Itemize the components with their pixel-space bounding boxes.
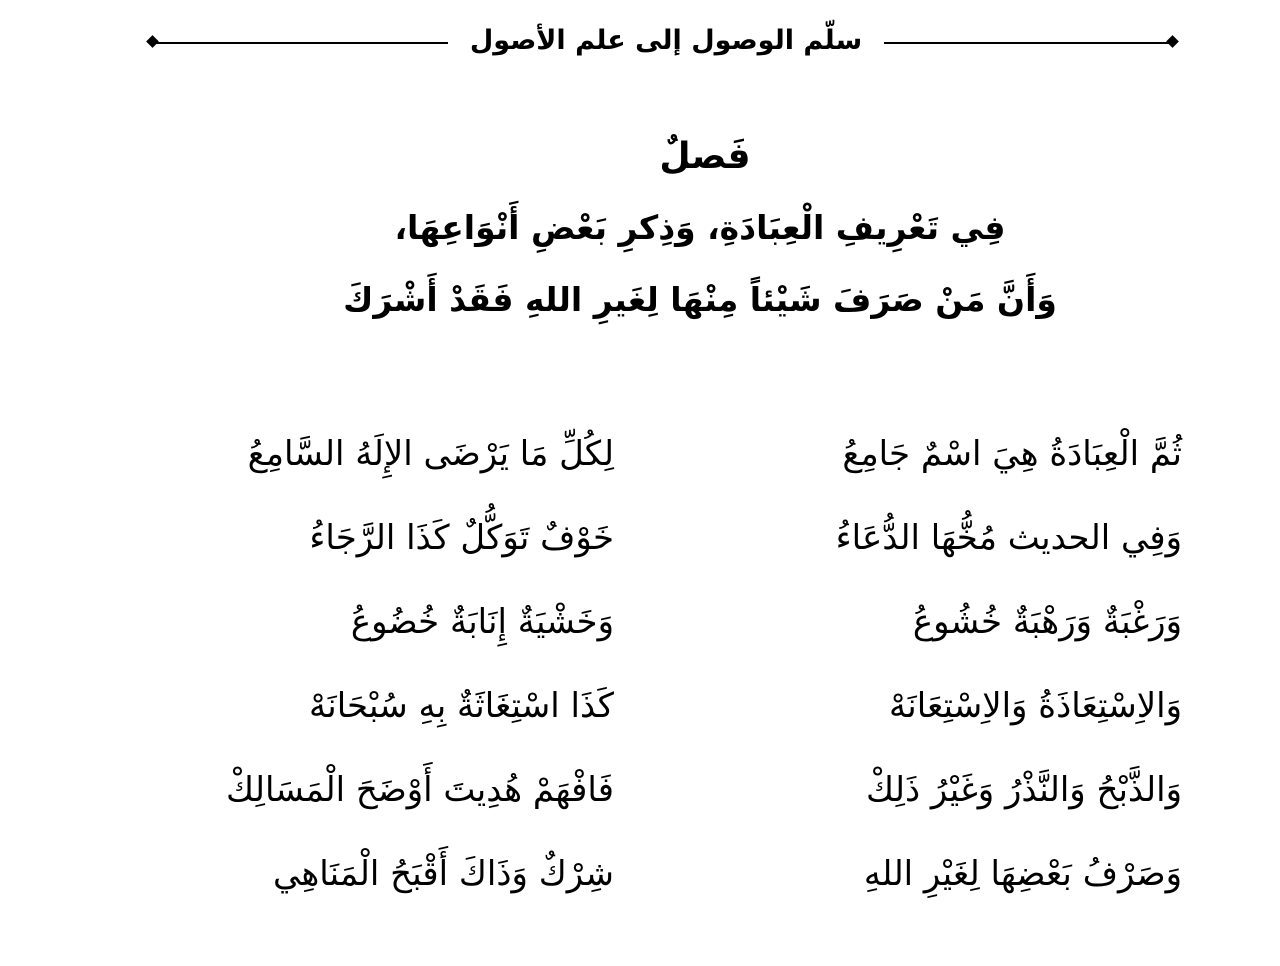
verse: [140, 832, 1190, 916]
verse-second-hemistich: وَخَشْيَةٌ إِنَابَةٌ خُضُوعُ: [350, 602, 614, 642]
header-title: سلّم الوصول إلى علم الأصول: [469, 25, 863, 56]
verse-first-hemistich: وَالاِسْتِعَاذَةُ وَالاِسْتِعَانَهْ: [889, 686, 1182, 726]
verse: [140, 664, 1190, 748]
poem: [140, 412, 1190, 916]
verse-second-hemistich: لِكُلِّ مَا يَرْضَى الإِلَهُ السَّامِعُ: [247, 434, 614, 474]
header-diamond-right-ornament: [1166, 35, 1179, 48]
header-rule-left: [154, 42, 448, 44]
verse: [140, 412, 1190, 496]
verse-second-hemistich: شِرْكٌ وَذَاكَ أَقْبَحُ الْمَنَاهِي: [273, 854, 614, 894]
page-header: [146, 18, 1186, 70]
verse: [140, 748, 1190, 832]
verse-second-hemistich: فَافْهَمْ هُدِيتَ أَوْضَحَ الْمَسَالِكْ: [225, 770, 614, 810]
verse-first-hemistich: وَرَغْبَةٌ وَرَهْبَةٌ خُشُوعُ: [912, 602, 1182, 642]
verse-second-hemistich: خَوْفٌ تَوَكُّلٌ كَذَا الرَّجَاءُ: [309, 518, 614, 558]
verse: [140, 580, 1190, 664]
verse-first-hemistich: وَفِي الحديث مُخُّهَا الدُّعَاءُ: [835, 518, 1182, 558]
verse-first-hemistich: وَصَرْفُ بَعْضِهَا لِغَيْرِ اللهِ: [863, 854, 1182, 894]
verse-first-hemistich: وَالذَّبْحُ وَالنَّذْرُ وَغَيْرُ ذَلِكْ: [865, 770, 1182, 810]
section-heading: فَصلٌ: [659, 136, 751, 177]
verse-second-hemistich: كَذَا اسْتِغَاثَةٌ بِهِ سُبْحَانَهْ: [309, 686, 614, 726]
verse-first-hemistich: ثُمَّ الْعِبَادَةُ هِيَ اسْمٌ جَامِعُ: [842, 434, 1182, 474]
section-title-block: [200, 122, 1200, 336]
header-rule-right: [884, 42, 1172, 44]
section-subtitle-line-1: فِي تَعْرِيفِ الْعِبَادَةِ، وَذِكرِ بَعْضِ أَنْوَاعِهَا،: [394, 208, 1006, 247]
section-subtitle-line-2: وَأَنَّ مَنْ صَرَفَ شَيْئاً مِنْهَا لِغَيرِ اللهِ فَقَدْ أَشْرَكَ: [343, 280, 1057, 319]
verse: [140, 496, 1190, 580]
